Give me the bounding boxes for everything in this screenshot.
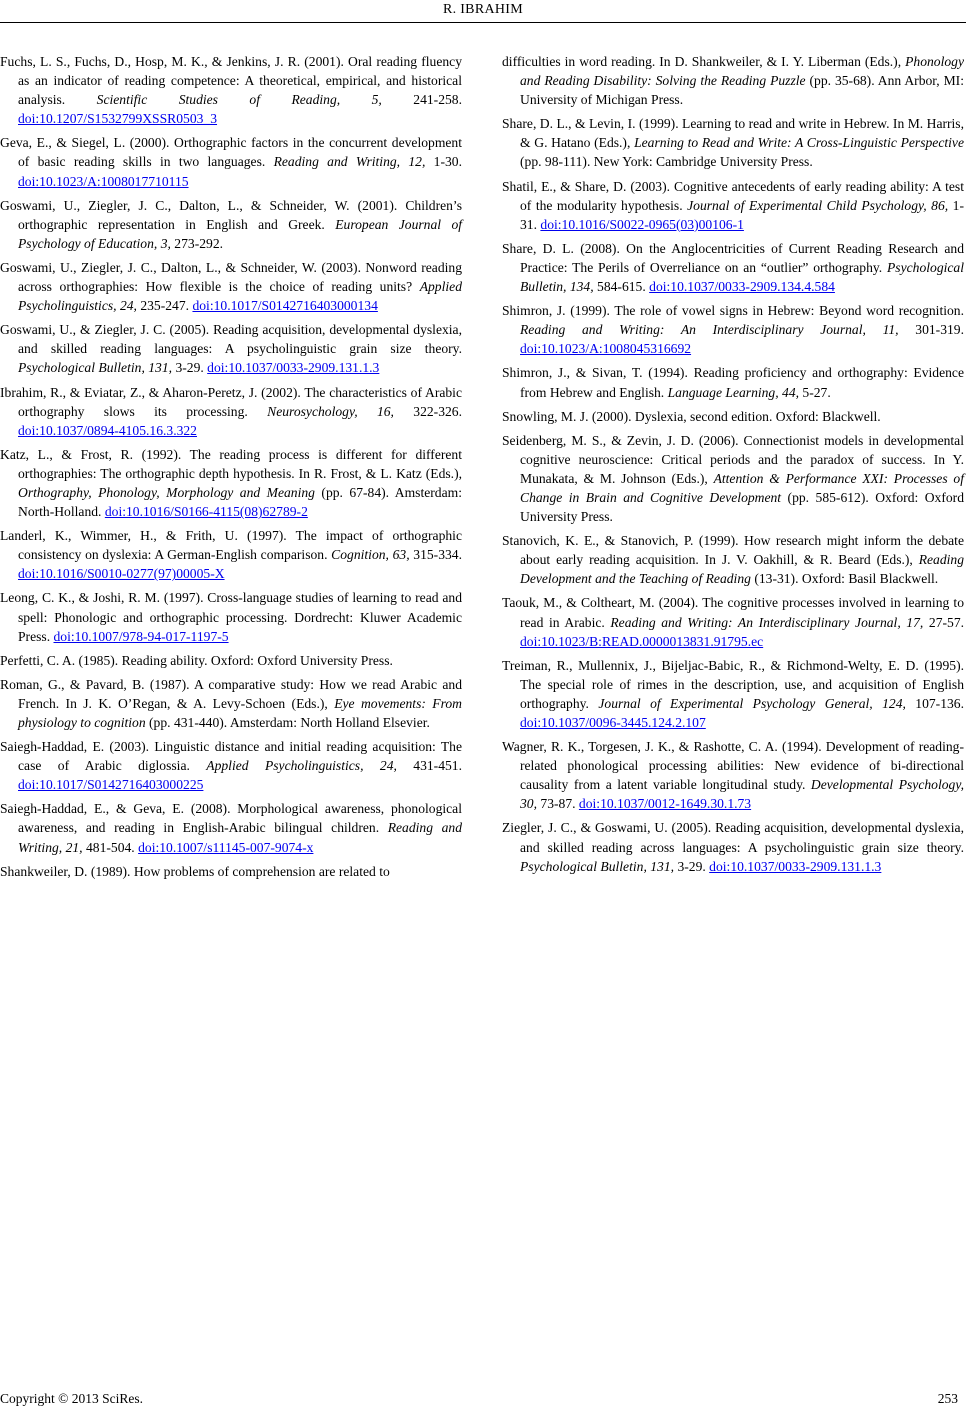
reference-text: 481-504.	[82, 839, 139, 855]
source-title: Language Learning, 44,	[667, 384, 800, 400]
reference-text: Share, D. L. (2008). On the Anglocentricities of Current Reading Research and Practice: The Perils of Overreliance on an “outlier” orthography.	[502, 240, 964, 275]
reference-text: Geva, E., & Siegel, L. (2000). Orthographic factors in the concurrent development of basic reading skills in two languages.	[0, 135, 462, 170]
reference-entry	[502, 114, 964, 171]
reference-text: 241-258.	[381, 92, 462, 108]
reference-entry	[502, 407, 964, 426]
source-title: Eye movements: From physiology to cognition	[18, 695, 462, 730]
reference-text: Katz, L., & Frost, R. (1992). The reading process is different for different orthographies: The orthographic depth hypothesis. In R. Frost, & L. Katz (Eds.),	[0, 446, 462, 481]
reference-text: Taouk, M., & Coltheart, M. (2004). The cognitive processes involved in learning to read in Arabic.	[502, 595, 964, 630]
doi-link[interactable]: doi:10.1037/0033-2909.131.1.3	[709, 858, 882, 874]
reference-text: Shankweiler, D. (1989). How problems of comprehension are related to	[0, 863, 390, 879]
source-title: Journal of Experimental Child Psychology, 86,	[687, 197, 949, 213]
reference-text: Saiegh-Haddad, E. (2003). Linguistic distance and initial reading acquisition: The case of Arabic diglossia.	[0, 739, 462, 774]
reference-entry	[502, 531, 964, 588]
doi-link[interactable]: doi:10.1016/S0166-4115(08)62789-2	[104, 504, 308, 520]
reference-entry	[502, 52, 964, 109]
reference-text: Wagner, R. K., Torgesen, J. K., & Rashotte, C. A. (1994). Development of reading-related phonological processing abilities: New evidence of bi-directional causality from a latent variable longitudinal study.	[502, 739, 964, 793]
reference-text: 1-30.	[425, 154, 462, 170]
source-title: Psychological Bulletin, 134,	[520, 259, 964, 295]
source-title: Psychological Bulletin, 131,	[18, 360, 173, 376]
reference-entry	[502, 818, 964, 875]
reference-text: (pp. 67-84). Amsterdam: North-Holland.	[18, 484, 462, 520]
source-title: Neurosychology, 16,	[267, 403, 394, 419]
source-title: Psychological Bulletin, 131,	[520, 858, 675, 874]
reference-text: Seidenberg, M. S., & Zevin, J. D. (2006). Connectionist models in developmental cognitive neuroscience: Critical periods and the paradox of success. In Y. Munakata, & M. Johnson (Eds.),	[502, 432, 964, 486]
reference-text: (pp. 98-111). New York: Cambridge University Press.	[520, 154, 813, 170]
source-title: Reading and Writing, 21,	[18, 820, 462, 855]
reference-entry	[0, 320, 462, 377]
reference-text: Roman, G., & Pavard, B. (1987). A comparative study: How we read Arabic and French. In J. K. O’Regan, & A. Levy-Schoen (Eds.),	[0, 676, 462, 711]
reference-entry	[502, 177, 964, 234]
page-number: 253	[937, 1391, 958, 1406]
doi-link[interactable]: doi:10.1016/S0010-0277(97)00005-X	[18, 566, 225, 582]
source-title: Developmental Psychology, 30,	[520, 777, 964, 812]
reference-text: Leong, C. K., & Joshi, R. M. (1997). Cross-language studies of learning to read and spell: Phonologic and orthographic processing. Dordrecht: Kluwer Academic Press.	[0, 590, 462, 644]
reference-entry	[0, 526, 462, 583]
doi-link[interactable]: doi:10.1037/0033-2909.134.4.584	[649, 279, 835, 295]
doi-link[interactable]: doi:10.1037/0012-1649.30.1.73	[578, 796, 752, 812]
reference-text: 3-29.	[172, 360, 208, 376]
reference-text: 322-326.	[393, 403, 462, 419]
source-title: Journal of Experimental Psychology General, 124,	[598, 695, 906, 711]
doi-link[interactable]: doi:10.1037/0096-3445.124.2.107	[520, 715, 706, 730]
doi-link[interactable]: doi:10.1017/S0142716403000134	[192, 298, 378, 314]
references-right-column	[502, 52, 964, 881]
reference-entry	[502, 737, 964, 813]
doi-link[interactable]: doi:10.1023/A:1008017710115	[18, 173, 189, 189]
reference-text: 107-136.	[905, 695, 965, 711]
reference-entry	[502, 239, 964, 296]
reference-text: difficulties in word reading. In D. Shankweiler, & I. Y. Liberman (Eds.),	[502, 54, 906, 69]
reference-entry	[0, 445, 462, 521]
doi-link[interactable]: doi:10.1007/978-94-017-1197-5	[53, 628, 229, 644]
reference-text: 235-247.	[136, 298, 193, 314]
reference-text: Saiegh-Haddad, E., & Geva, E. (2008). Morphological awareness, phonological awareness, and reading in English-Arabic bilingual children.	[0, 801, 462, 836]
reference-text: Shatil, E., & Share, D. (2003). Cognitive antecedents of early reading ability: A test of the modularity hypothesis.	[502, 178, 964, 213]
reference-text: Fuchs, L. S., Fuchs, D., Hosp, M. K., & Jenkins, J. R. (2001). Oral reading fluency as an indicator of reading competence: A theoretical, empirical, and historical analysis.	[0, 54, 462, 108]
reference-text: 27-57.	[923, 614, 965, 630]
reference-text: 584-615.	[593, 279, 650, 295]
reference-entry	[502, 593, 964, 650]
doi-link[interactable]: doi:10.1207/S1532799XSSR0503_3	[18, 111, 218, 127]
reference-entry	[0, 737, 462, 794]
reference-entry	[502, 363, 964, 401]
references-left-column	[0, 52, 462, 886]
source-title: Reading and Writing, 12,	[273, 154, 426, 170]
header-rule	[0, 22, 966, 23]
reference-text: Goswami, U., & Ziegler, J. C. (2005). Reading acquisition, developmental dyslexia, and skilled reading languages: A psycholinguistic grain size theory.	[0, 322, 462, 357]
reference-entry	[0, 799, 462, 856]
reference-entry	[0, 52, 462, 128]
reference-text: (pp. 35-68). Ann Arbor, MI: University of Michigan Press.	[520, 73, 964, 108]
source-title: Reading and Writing: An Interdisciplinary Journal, 11,	[520, 322, 899, 338]
reference-text: Stanovich, K. E., & Stanovich, P. (1999). How research might inform the debate about early reading acquisition. In J. V. Oakhill, & R. Beard (Eds.),	[502, 533, 964, 568]
reference-text: (pp. 431-440). Amsterdam: North Holland Elsevier.	[145, 715, 430, 730]
doi-link[interactable]: doi:10.1037/0894-4105.16.3.322	[18, 422, 197, 438]
reference-text: Snowling, M. J. (2000). Dyslexia, second edition. Oxford: Blackwell.	[502, 408, 881, 424]
reference-text: Landerl, K., Wimmer, H., & Frith, U. (1997). The impact of orthographic consistency on dyslexia: A German-English comparison.	[0, 528, 462, 563]
reference-text: Share, D. L., & Levin, I. (1999). Learning to read and write in Hebrew. In M. Harris, & G. Hatano (Eds.),	[502, 116, 964, 151]
reference-entry	[0, 675, 462, 732]
reference-text: Treiman, R., Mullennix, J., Bijeljac-Babic, R., & Richmond-Welty, E. D. (1995). The special role of rimes in the description, use, and acquisition of English orthography.	[502, 657, 964, 711]
source-title: Applied Psycholinguistics, 24,	[206, 758, 397, 774]
source-title: Cognition, 63,	[331, 547, 410, 563]
reference-text: Shimron, J. (1999). The role of vowel signs in Hebrew: Beyond word recognition.	[502, 303, 964, 319]
reference-entry	[502, 431, 964, 526]
running-head: R. IBRAHIM	[442, 2, 523, 17]
reference-entry	[0, 383, 462, 440]
doi-link[interactable]: doi:10.1007/s11145-007-9074-x	[138, 839, 314, 855]
source-title: Reading Development and the Teaching of Reading	[520, 552, 964, 587]
reference-entry	[0, 133, 462, 190]
reference-text: 273-292.	[170, 235, 224, 251]
copyright-notice: Copyright © 2013 SciRes.	[0, 1391, 144, 1406]
reference-text: Ziegler, J. C., & Goswami, U. (2005). Reading acquisition, developmental dyslexia, and skilled reading across languages: A psycholinguistic grain size theory.	[502, 820, 964, 855]
doi-link[interactable]: doi:10.1023/B:READ.0000013831.91795.ec	[520, 633, 764, 649]
reference-text: 315-334.	[409, 547, 462, 563]
reference-entry	[0, 588, 462, 645]
reference-text: 5-27.	[799, 384, 831, 400]
reference-text: Ibrahim, R., & Eviatar, Z., & Aharon-Peretz, J. (2002). The characteristics of Arabic orthography slows its processing.	[0, 384, 462, 419]
reference-text: Perfetti, C. A. (1985). Reading ability. Oxford: Oxford University Press.	[0, 652, 393, 668]
source-title: Orthography, Phonology, Morphology and Meaning	[18, 484, 315, 500]
reference-text: 301-319.	[898, 322, 964, 338]
doi-link[interactable]: doi:10.1037/0033-2909.131.1.3	[207, 360, 380, 376]
source-title: Reading and Writing: An Interdisciplinary Journal, 17,	[610, 614, 924, 630]
reference-entry	[0, 862, 462, 881]
reference-text: (pp. 585-612). Oxford: Oxford University Press.	[520, 489, 964, 525]
doi-link[interactable]: doi:10.1017/S0142716403000225	[18, 777, 204, 793]
reference-entry	[502, 301, 964, 358]
reference-text: Shimron, J., & Sivan, T. (1994). Reading proficiency and orthography: Evidence from Hebrew and English.	[502, 365, 964, 400]
reference-text: 3-29.	[674, 858, 710, 874]
reference-text: Goswami, U., Ziegler, J. C., Dalton, L., & Schneider, W. (2001). Children’s orthographic representation in English and Greek.	[0, 197, 462, 232]
reference-entry	[0, 196, 462, 253]
reference-text: 73-87.	[537, 796, 579, 812]
reference-text: 1-31.	[520, 197, 964, 232]
source-title: Attention & Performance XXI: Processes of Change in Brain and Cognitive Development	[520, 470, 964, 505]
reference-entry	[0, 258, 462, 315]
source-title: Learning to Read and Write: A Cross-Linguistic Perspective	[634, 135, 964, 151]
doi-link[interactable]: doi:10.1023/A:1008045316692	[520, 341, 692, 357]
reference-entry	[0, 651, 462, 670]
doi-link[interactable]: doi:10.1016/S0022-0965(03)00106-1	[540, 216, 744, 232]
source-title: Applied Psycholinguistics, 24,	[18, 279, 462, 314]
reference-text: 431-451.	[396, 758, 462, 774]
reference-text: Goswami, U., Ziegler, J. C., Dalton, L., & Schneider, W. (2003). Nonword reading across orthographies: How flexible is the choice of reading units?	[0, 259, 462, 295]
source-title: European Journal of Psychology of Education, 3,	[18, 216, 463, 251]
reference-entry	[502, 656, 964, 732]
source-title: Scientific Studies of Reading, 5,	[96, 92, 382, 108]
reference-text: (13-31). Oxford: Basil Blackwell.	[750, 571, 939, 587]
source-title: Phonology and Reading Disability: Solving the Reading Puzzle	[520, 54, 964, 89]
